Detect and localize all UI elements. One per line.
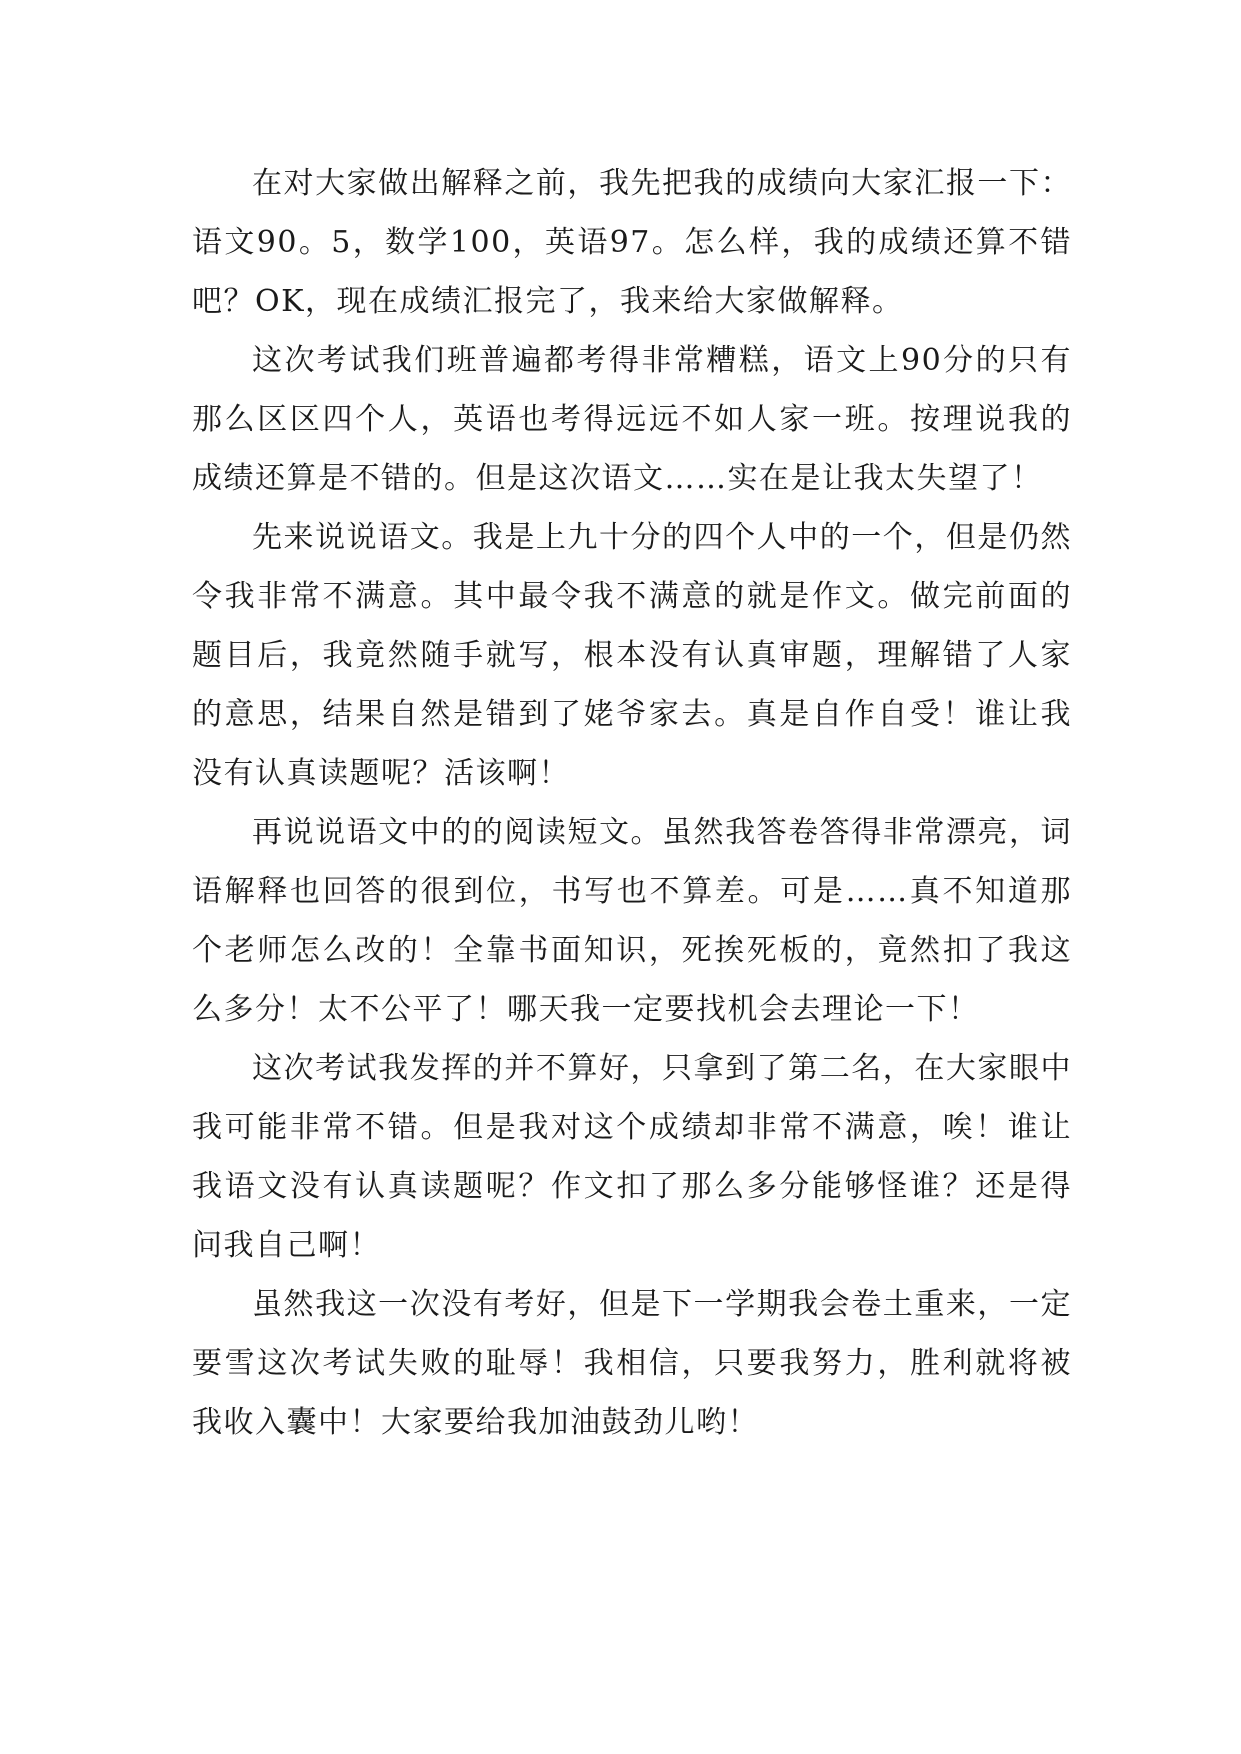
paragraph-1: 在对大家做出解释之前，我先把我的成绩向大家汇报一下：语文90。5，数学100，英语97。怎么样，我的成绩还算不错吧？OK，现在成绩汇报完了，我来给大家做解释。: [192, 166, 1072, 319]
paragraph-4: 再说说语文中的的阅读短文。虽然我答卷答得非常漂亮，词语解释也回答的很到位，书写也不算差。可是……真不知道那个老师怎么改的！全靠书面知识，死挨死板的，竟然扣了我这么多分！太不公平了！哪天我一定要找机会去理论一下！: [192, 815, 1072, 1027]
paragraph-2: 这次考试我们班普遍都考得非常糟糕，语文上90分的只有那么区区四个人，英语也考得远远不如人家一班。按理说我的成绩还算是不错的。但是这次语文……实在是让我太失望了！: [192, 343, 1072, 496]
paragraph-3: 先来说说语文。我是上九十分的四个人中的一个，但是仍然令我非常不满意。其中最令我不满意的就是作文。做完前面的题目后，我竟然随手就写，根本没有认真审题，理解错了人家的意思，结果自然是错到了姥爷家去。真是自作自受！谁让我没有认真读题呢？活该啊！: [192, 520, 1072, 791]
document-body: [192, 154, 1072, 1452]
paragraph-5: 这次考试我发挥的并不算好，只拿到了第二名，在大家眼中我可能非常不错。但是我对这个成绩却非常不满意，唉！谁让我语文没有认真读题呢？作文扣了那么多分能够怪谁？还是得问我自己啊！: [192, 1051, 1072, 1263]
paragraph-6: 虽然我这一次没有考好，但是下一学期我会卷土重来，一定要雪这次考试失败的耻辱！我相信，只要我努力，胜利就将被我收入囊中！大家要给我加油鼓劲儿哟！: [192, 1287, 1072, 1440]
